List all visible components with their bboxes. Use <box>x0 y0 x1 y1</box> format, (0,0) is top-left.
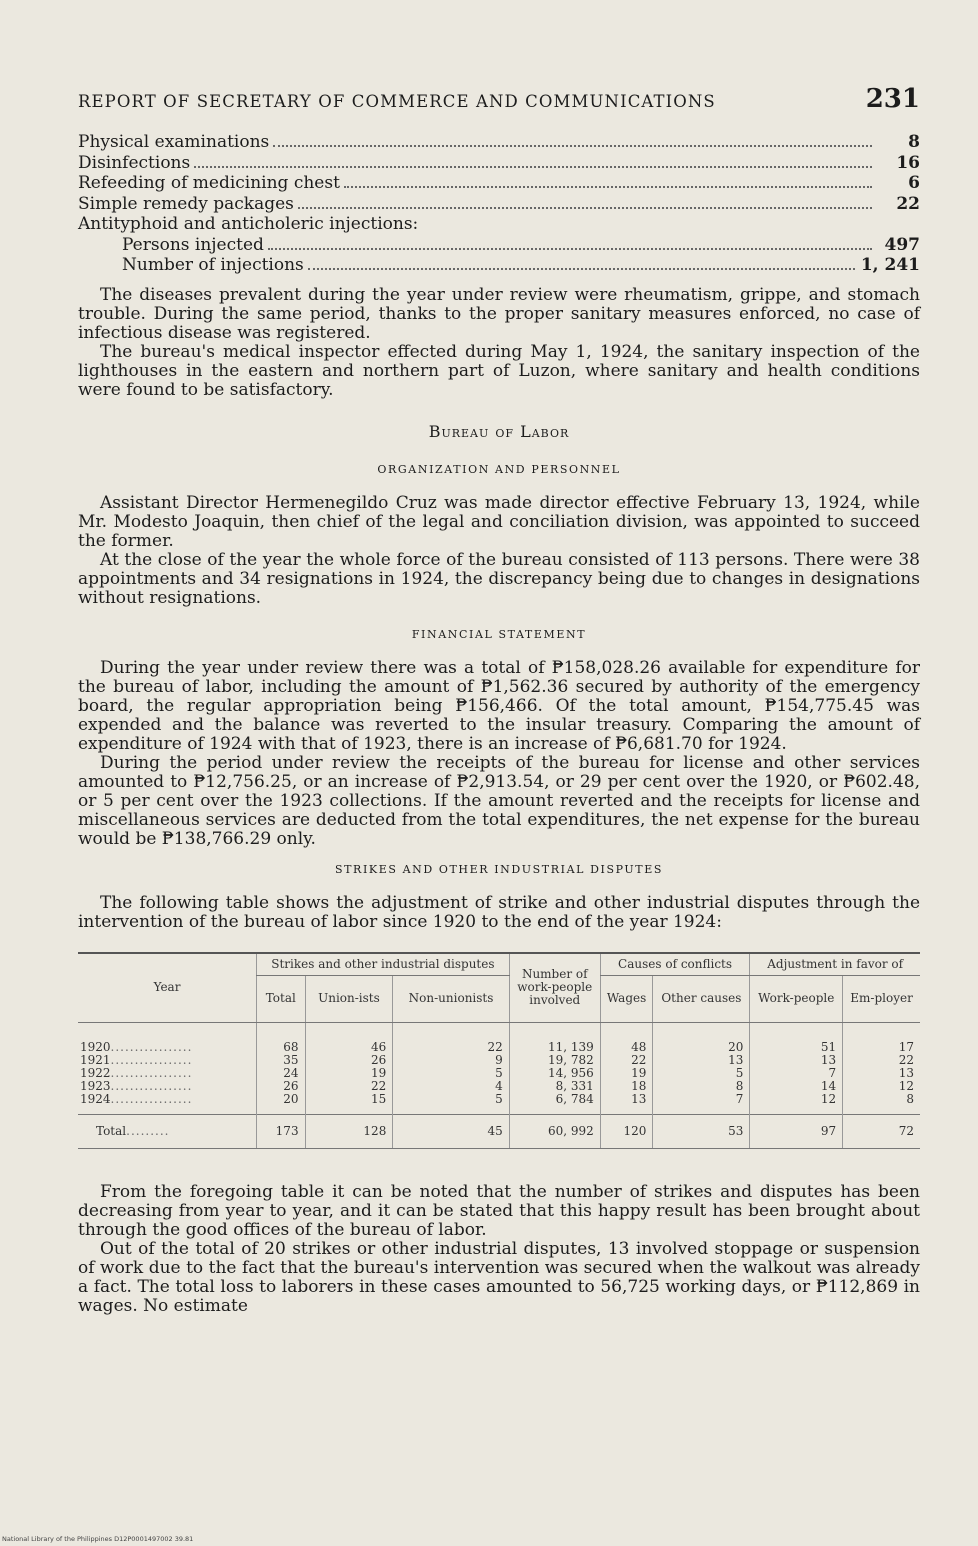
stat-row <box>78 214 920 235</box>
paragraph: Assistant Director Hermenegildo Cruz was made director effective February 13, 1924, while Mr. Modesto Joaquin, then chief of the legal and conciliation division, was appointed to succeed the former. <box>78 492 920 551</box>
cell-total: 35 <box>257 1054 306 1067</box>
cell-other: 7 <box>653 1093 750 1115</box>
disputes-table <box>78 952 920 1149</box>
document-page <box>78 84 920 1316</box>
col-total: Total <box>257 975 306 1022</box>
stat-value: 16 <box>896 152 920 173</box>
cell-total: 68 <box>257 1022 306 1054</box>
cell-work: 12 <box>750 1093 843 1115</box>
paragraph: From the foregoing table it can be noted that the number of strikes and disputes has been decreasing from year to year, and it can be stated that this happy result has been brought about through the good offices of the bureau of labor. <box>78 1181 920 1240</box>
cell-employer: 13 <box>843 1067 920 1080</box>
cell-wages: 48 <box>600 1022 653 1054</box>
stat-label: Refeeding of medicining chest <box>78 173 340 193</box>
stat-value: 497 <box>884 234 920 255</box>
stat-row <box>78 153 920 174</box>
col-employer: Em-ployer <box>843 975 920 1022</box>
statistics-list <box>78 132 920 276</box>
col-workpeople: Work-people <box>750 975 843 1022</box>
table-row: 1924................. 20 15 5 6, 784 13 7 12 8 <box>78 1093 920 1115</box>
subsection-heading: STRIKES AND OTHER INDUSTRIAL DISPUTES <box>334 862 663 876</box>
cell-wages: 13 <box>600 1093 653 1115</box>
cell-nonunionists: 9 <box>393 1054 509 1067</box>
scan-footer: National Library of the Philippines D12P0001497002 39.81 <box>2 1535 194 1543</box>
cell-nonunionists: 4 <box>393 1080 509 1093</box>
stat-value: 6 <box>908 173 920 193</box>
paragraph: The following table shows the adjustment of strike and other industrial disputes through the intervention of the bureau of labor since 1920 to the end of the year 1924: <box>78 892 920 932</box>
cell-unionists: 22 <box>305 1080 393 1093</box>
stat-row <box>78 132 920 153</box>
cell-total: 173 <box>257 1114 306 1148</box>
stat-value: 8 <box>908 132 920 152</box>
cell-other: 53 <box>653 1114 750 1148</box>
cell-wages: 22 <box>600 1054 653 1067</box>
table-row: 1920................. 68 46 22 11, 139 48 20 51 17 <box>78 1022 920 1054</box>
subsection-heading: ORGANIZATION AND PERSONNEL <box>377 462 621 476</box>
running-header <box>78 84 920 124</box>
cell-unionists: 46 <box>305 1022 393 1054</box>
stat-value: 1, 241 <box>860 255 920 275</box>
paragraph: The bureau's medical inspector effected during May 1, 1924, the sanitary inspection of the lighthouses in the eastern and northern part of Luzon, where sanitary and health conditions were found to be satisfactory. <box>78 341 920 400</box>
col-wages: Wages <box>600 975 653 1022</box>
stat-label: Number of injections <box>122 255 304 275</box>
cell-other: 20 <box>653 1022 750 1054</box>
table-row: 1923................. 26 22 4 8, 331 18 8 14 12 <box>78 1080 920 1093</box>
cell-unionists: 15 <box>305 1093 393 1115</box>
cell-other: 13 <box>653 1054 750 1067</box>
cell-people: 6, 784 <box>509 1093 600 1115</box>
cell-people: 8, 331 <box>509 1080 600 1093</box>
cell-wages: 19 <box>600 1067 653 1080</box>
paragraph: The diseases prevalent during the year under review were rheumatism, grippe, and stomach trouble. During the same period, thanks to the proper sanitary measures enforced, no case of infectious disease was registered. <box>78 284 920 343</box>
cell-other: 5 <box>653 1067 750 1080</box>
header-title: REPORT OF SECRETARY OF COMMERCE AND COMMUNICATIONS <box>78 92 716 111</box>
col-year: Year <box>78 953 257 1023</box>
col-other-causes: Other causes <box>653 975 750 1022</box>
table-row: 1922................. 24 19 5 14, 956 19 5 7 13 <box>78 1067 920 1080</box>
cell-nonunionists: 45 <box>393 1114 509 1148</box>
cell-year: 1921 <box>80 1052 111 1067</box>
cell-work: 13 <box>750 1054 843 1067</box>
cell-employer: 12 <box>843 1080 920 1093</box>
cell-people: 11, 139 <box>509 1022 600 1054</box>
cell-employer: 17 <box>843 1022 920 1054</box>
cell-wages: 18 <box>600 1080 653 1093</box>
stat-label: Persons injected <box>122 234 264 255</box>
cell-people: 14, 956 <box>509 1067 600 1080</box>
paragraph: At the close of the year the whole force of the bureau consisted of 113 persons. There were 38 appointments and 34 resignations in 1924, the discrepancy being due to changes in designations without resignations. <box>78 549 920 608</box>
cell-year: 1920 <box>80 1039 111 1054</box>
stat-row <box>78 255 920 276</box>
cell-work: 51 <box>750 1022 843 1054</box>
paragraph: During the period under review the receipts of the bureau for license and other services amounted to ₱12,756.25, or an increase of ₱2,913.54, or 29 per cent over the 1920, or ₱602.48, or 5 per cent over the 1923 collections. If the amount reverted and the receipts for license and miscellaneous services are deducted from the total expenditures, the net expense for the bureau would be ₱138,766.29 only. <box>78 752 920 849</box>
cell-work: 7 <box>750 1067 843 1080</box>
section-heading: Bureau of Labor <box>428 421 570 441</box>
cell-year: Total <box>96 1123 127 1138</box>
stat-row <box>78 173 920 194</box>
table-total-row: Total......... 173 128 45 60, 992 120 53 97 72 <box>78 1114 920 1148</box>
cell-unionists: 128 <box>305 1114 393 1148</box>
stat-row <box>78 194 920 215</box>
stat-row <box>78 235 920 256</box>
paragraph: During the year under review there was a total of ₱158,028.26 available for expenditure for the bureau of labor, including the amount of ₱1,562.36 secured by authority of the emergency board, the regular appropriation being ₱156,466. Of the total amount, ₱154,775.45 was expended and the balance was reverted to the insular treasury. Comparing the amount of expenditure of 1924 with that of 1923, there is an increase of ₱6,681.70 for 1924. <box>78 657 920 754</box>
stat-label: Disinfections <box>78 152 191 173</box>
cell-nonunionists: 5 <box>393 1067 509 1080</box>
cell-year: 1922 <box>80 1065 111 1080</box>
col-nonunionists: Non-unionists <box>393 975 509 1022</box>
cell-unionists: 26 <box>305 1054 393 1067</box>
table-row: 1921................. 35 26 9 19, 782 22 13 13 22 <box>78 1054 920 1067</box>
cell-year: 1923 <box>80 1078 111 1093</box>
col-group-adjustment: Adjustment in favor of <box>750 953 920 976</box>
stat-value: 22 <box>896 193 920 214</box>
cell-nonunionists: 5 <box>393 1093 509 1115</box>
page-number: 231 <box>865 84 920 114</box>
stat-label: Simple remedy packages <box>78 193 294 214</box>
cell-people: 19, 782 <box>509 1054 600 1067</box>
cell-employer: 72 <box>843 1114 920 1148</box>
cell-other: 8 <box>653 1080 750 1093</box>
cell-work: 14 <box>750 1080 843 1093</box>
paragraph: Out of the total of 20 strikes or other industrial disputes, 13 involved stoppage or suspension of work due to the fact that the bureau's intervention was secured when the walkout was already a fact. The total loss to laborers in these cases amounted to 56,725 working days, or ₱112,869 in wages. No estimate <box>78 1238 920 1316</box>
cell-total: 24 <box>257 1067 306 1080</box>
cell-people: 60, 992 <box>509 1114 600 1148</box>
cell-nonunionists: 22 <box>393 1022 509 1054</box>
cell-employer: 22 <box>843 1054 920 1067</box>
cell-work: 97 <box>750 1114 843 1148</box>
stat-label: Antityphoid and anticholeric injections: <box>78 214 419 234</box>
cell-total: 20 <box>257 1093 306 1115</box>
col-unionists: Union-ists <box>305 975 393 1022</box>
cell-wages: 120 <box>600 1114 653 1148</box>
cell-employer: 8 <box>843 1093 920 1115</box>
cell-year: 1924 <box>80 1091 111 1106</box>
subsection-heading: FINANCIAL STATEMENT <box>411 627 587 641</box>
col-workpeople-involved: Number of work-people involved <box>509 953 600 1023</box>
cell-unionists: 19 <box>305 1067 393 1080</box>
col-group-causes: Causes of conflicts <box>600 953 750 976</box>
col-group-disputes: Strikes and other industrial disputes <box>257 953 510 976</box>
cell-total: 26 <box>257 1080 306 1093</box>
stat-label: Physical examinations <box>78 132 270 152</box>
